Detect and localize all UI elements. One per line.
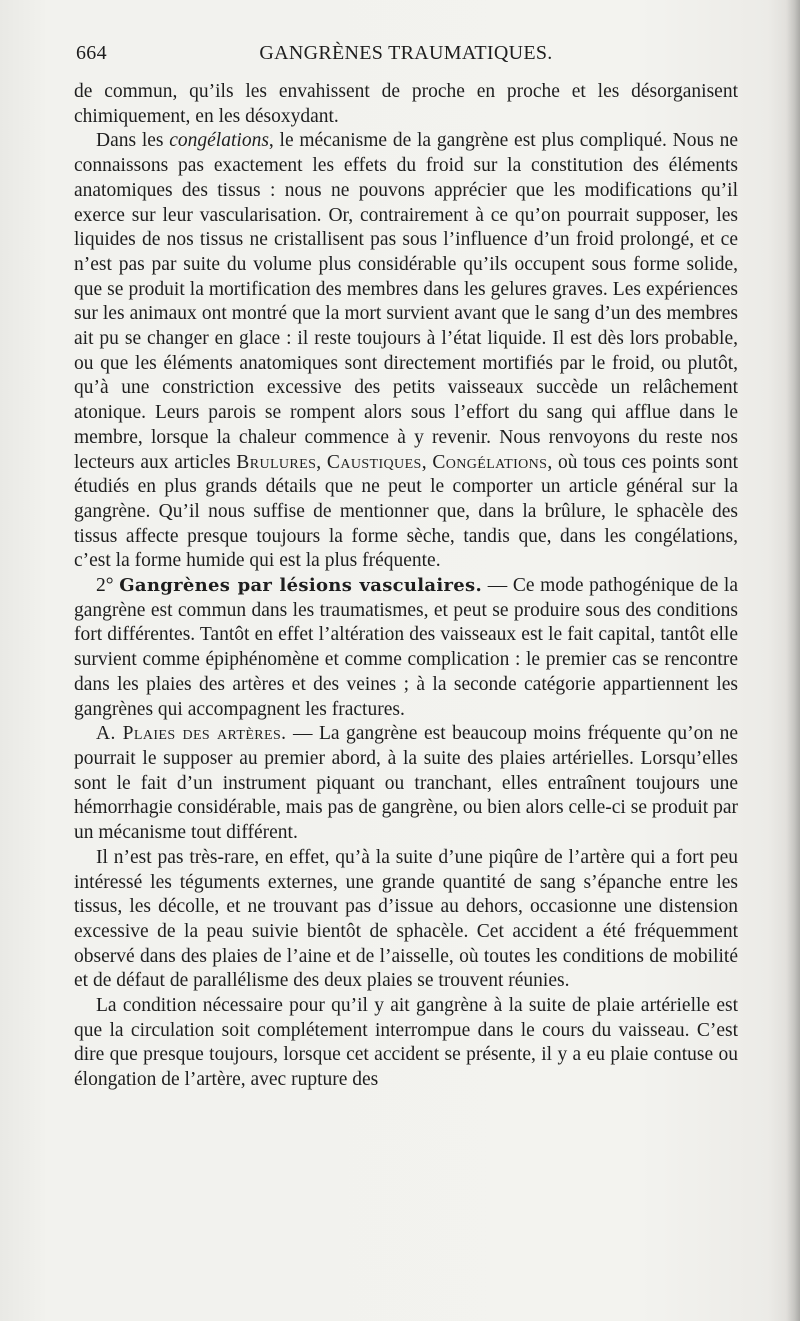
section-number: 2° [96,575,120,597]
paragraph-text: La condition nécessaire pour qu’il y ait gangrène à la suite de plaie artérielle est que la circulation soit complétement interrompue dans le cours du vaisseau. C’est dire que presque toujours, lorsque cet accident se présente, il y a eu plaie contuse ou élongation de l’artère, avec rupture des [74,995,738,1091]
paragraph-piqure [74,846,738,994]
running-head: GANGRÈNES TRAUMATIQUES. [259,42,553,64]
separator: , [421,451,433,473]
paragraph-text: Dans les [96,130,170,152]
paragraph-plaies-arteres [74,722,738,846]
page-header [76,42,736,66]
paragraph-lesions-vasculaires [74,574,738,722]
section-heading: Gangrènes par lésions vasculaires. [119,575,483,597]
cross-reference: Congélations [432,451,548,473]
paragraph-text: — La gangrène est beaucoup moins fréquente qu’on ne pourrait le supposer au premier abord, à la suite des plaies artérielles. Lorsqu’elles sont le fait d’un instrument piquant ou tranchant, elles entraînent toujours une hémorrhagie considérable, mais pas de gangrène, ou bien alors celle-ci se produit par un mécanisme tout différent. [74,723,738,844]
cross-reference: Brulures [236,451,317,473]
paragraph-congelations [74,129,738,574]
paragraph-text: de commun, qu’ils les envahissent de proche en proche et les désorganisent chimiquement, en les désoxydant. [74,81,738,127]
cross-reference: Caustiques [326,451,422,473]
paragraph-condition [74,994,738,1093]
page-binding-shadow [786,0,800,1321]
paragraph-continuation [74,80,738,129]
subsection-label: A. Plaies des artères. [96,723,287,745]
paragraph-text: Il n’est pas très-rare, en effet, qu’à la suite d’une piqûre de l’artère qui a fort peu intéressé les téguments externes, une grande quantité de sang s’épanche entre les tissus, les décolle, et ne trouvant pas d’issue au dehors, occasionne une distension excessive de la peau suivie bientôt de sphacèle. Cet accident a été fréquemment observé dans des plaies de l’aine et de l’aisselle, où toutes les conditions de mobilité et de défaut de parallélisme des deux plaies se trouvent réunies. [74,846,738,992]
separator: , [316,451,327,473]
paragraph-text: — Ce mode pathogénique de la gangrène est commun dans les traumatismes, et peut se produire sous des conditions fort différentes. Tantôt en effet l’altération des vaisseaux est le fait capital, tantôt elle survient comme épiphénomène et comme complication : le premier cas se rencontre dans les plaies des artères et des veines ; à la seconde catégorie appartiennent les gangrènes qui accompagnent les fractures. [74,575,738,720]
paragraph-text: , où tous ces points sont étudiés en plus grands détails que ne peut le comporter un article général sur la gangrène. Qu’il nous suffise de mentionner que, dans la brûlure, le sphacèle des tissus affecte presque toujours la forme sèche, tandis que, dans les congélations, c’est la forme humide qui est la plus fréquente. [74,451,739,572]
italic-term: congélations [169,130,269,152]
paragraph-text: , le mécanisme de la gangrène est plus compliqué. Nous ne connaissons pas exactement les effets du froid sur la constitution des éléments anatomiques des tissus : nous ne pouvons apprécier que les modifications qu’il exerce sur leur vascularisation. Or, contrairement à ce qu’on pourrait supposer, les liquides de nos tissus ne cristallisent pas sous l’influence d’un froid prolongé, et ce n’est pas par suite du volume plus considérable qu’ils occupent sous forme solide, que se produit la mortification des membres dans les gelures graves. Les expériences sur les animaux ont montré que la mort survient avant que le sang d’un des membres ait pu se changer en glace : il reste toujours à l’état liquide. Il est dès lors probable, ou que les éléments anatomiques sont directement mortifiés par le froid, ou plutôt, qu’à une constriction excessive des petits vaisseaux succède un relâchement atonique. Leurs parois se rompent alors sous l’effort du sang qui afflue dans le membre, lorsque la chaleur commence à y revenir. Nous renvoyons du reste nos lecteurs aux articles [74,130,738,473]
page-number: 664 [76,42,107,64]
body-text [74,80,738,1093]
